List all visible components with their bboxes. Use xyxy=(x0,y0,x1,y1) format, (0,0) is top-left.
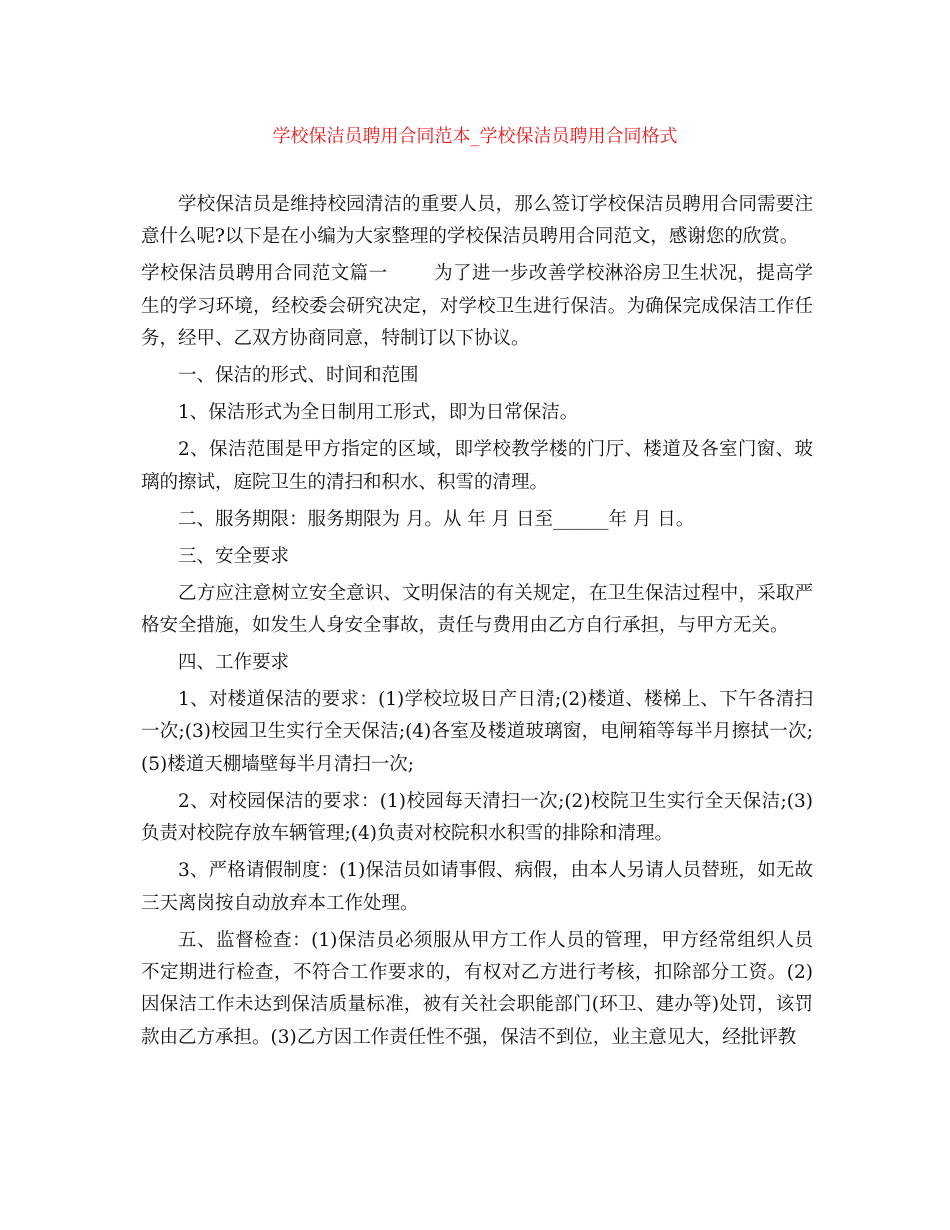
section-heading-3: 三、安全要求 xyxy=(178,545,290,567)
document-title: 学校保洁员聘用合同范本_学校保洁员聘用合同格式 xyxy=(272,126,678,147)
section-heading-1: 一、保洁的形式、时间和范围 xyxy=(178,365,419,387)
section-heading-4: 四、工作要求 xyxy=(178,652,290,674)
document-body xyxy=(141,189,813,1059)
section-heading-2: 二、服务期限：服务期限为 月。从 年 月 日至______年 月 日。 xyxy=(178,508,695,530)
clause-4-2: 2、对校园保洁的要求：(1)校园每天清扫一次;(2)校院卫生实行全天保洁;(3)负责对校院存放车辆管理;(4)负责对校院积水积雪的排除和清理。 xyxy=(141,790,813,845)
contract-preamble: 为了进一步改善学校淋浴房卫生状况，提高学生的学习环境，经校委会研究决定，对学校卫生进行保洁。为确保完成保洁工作任务，经甲、乙双方协商同意，特制订以下协议。 xyxy=(141,263,813,350)
contract-heading: 学校保洁员聘用合同范文篇一 xyxy=(141,263,388,285)
clause-4-1: 1、对楼道保洁的要求：(1)学校垃圾日产日清;(2)楼道、楼梯上、下午各清扫一次;(3)校园卫生实行全天保洁;(4)各室及楼道玻璃窗，电闸箱等每半月擦拭一次;(5)楼道天棚墙壁每半月清扫一次; xyxy=(141,689,813,775)
clause-3-body: 乙方应注意树立安全意识、文明保洁的有关规定，在卫生保洁过程中，采取严格安全措施，如发生人身安全事故，责任与费用由乙方自行承担，与甲方无关。 xyxy=(141,582,813,637)
clause-1-2: 2、保洁范围是甲方指定的区域，即学校教学楼的门厅、楼道及各室门窗、玻璃的擦试，庭院卫生的清扫和积水、积雪的清理。 xyxy=(141,439,813,493)
section-heading-5: 五、监督检查：(1)保洁员必须服从甲方工作人员的管理，甲方经常组织人员不定期进行检查，不符合工作要求的，有权对乙方进行考核，扣除部分工资。(2)因保洁工作未达到保洁质量标准，被有关社会职能部门(环卫、建办等)处罚，该罚款由乙方承担。(3)乙方因工作责任性不强，保洁不到位，业主意见大，经批评教 xyxy=(141,929,813,1048)
paragraph-contract-intro xyxy=(141,258,813,355)
clause-1-1: 1、保洁形式为全日制用工形式，即为日常保洁。 xyxy=(178,402,579,424)
paragraph-intro: 学校保洁员是维持校园清洁的重要人员，那么签订学校保洁员聘用合同需要注意什么呢?以下是在小编为大家整理的学校保洁员聘用合同范文，感谢您的欣赏。 xyxy=(141,194,813,248)
clause-4-3: 3、严格请假制度：(1)保洁员如请事假、病假，由本人另请人员替班，如无故三天离岗按自动放弃本工作处理。 xyxy=(141,860,813,914)
